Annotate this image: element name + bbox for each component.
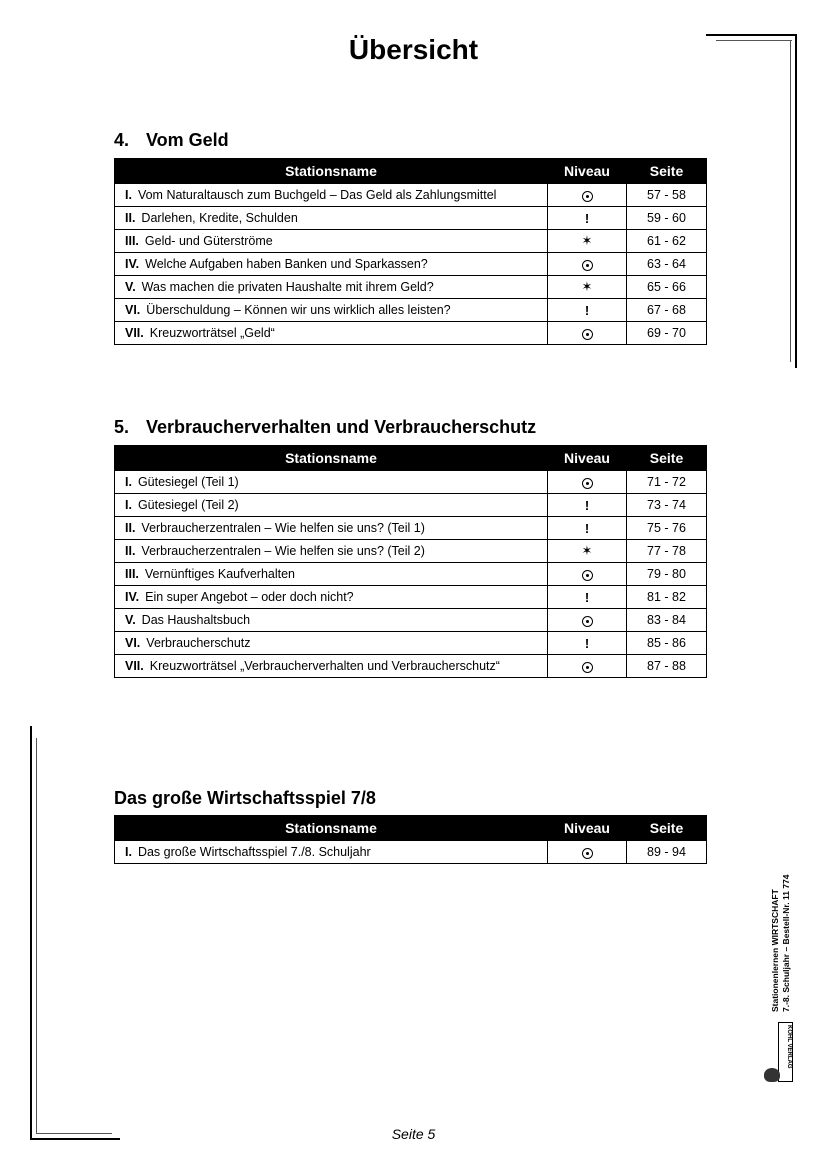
section-heading-vom-geld (114, 130, 229, 151)
target-icon (582, 478, 593, 489)
publisher-logo (764, 1020, 794, 1086)
header-niveau: Niveau (548, 816, 627, 841)
station-name: Darlehen, Kredite, Schulden (141, 211, 298, 225)
station-name-cell (115, 276, 548, 299)
station-name-cell (115, 540, 548, 563)
section-title: Verbraucherverhalten und Verbraucherschutz (146, 417, 537, 437)
station-table-verbraucher (114, 445, 707, 678)
station-name: Kreuzworträtsel „Geld“ (149, 326, 275, 340)
section-title: Das große Wirtschaftsspiel 7/8 (114, 788, 376, 808)
border-top-right-h2 (716, 40, 792, 41)
station-roman-numeral: VII. (125, 659, 144, 673)
header-seite: Seite (627, 446, 707, 471)
page-range-cell: 57 - 58 (627, 184, 707, 207)
table-row (115, 230, 707, 253)
target-icon (582, 848, 593, 859)
page-range-cell: 85 - 86 (627, 632, 707, 655)
side-line-1: Stationenlernen WIRTSCHAFT (770, 889, 780, 1012)
table-row (115, 841, 707, 864)
star-icon: ✶ (581, 279, 593, 294)
page-title: Übersicht (348, 34, 479, 65)
table-header-row (115, 159, 707, 184)
station-name: Gütesiegel (Teil 2) (137, 498, 239, 512)
station-name-cell (115, 322, 548, 345)
table-row (115, 632, 707, 655)
station-name-cell (115, 299, 548, 322)
page-footer: Seite 5 (391, 1126, 436, 1142)
header-stationsname: Stationsname (115, 446, 548, 471)
header-stationsname: Stationsname (115, 159, 548, 184)
station-name: Das große Wirtschaftsspiel 7./8. Schuljahr (137, 845, 371, 859)
niveau-cell (548, 609, 627, 632)
station-name: Geld- und Güterströme (144, 234, 273, 248)
niveau-cell (548, 471, 627, 494)
station-roman-numeral: II. (125, 211, 136, 225)
station-roman-numeral: III. (125, 234, 139, 248)
niveau-cell (548, 276, 627, 299)
section-heading-verbraucher (114, 417, 536, 438)
station-name-cell (115, 517, 548, 540)
star-icon: ✶ (581, 543, 593, 558)
exclamation-icon: ! (584, 302, 590, 318)
page-range-cell: 75 - 76 (627, 517, 707, 540)
niveau-cell (548, 632, 627, 655)
page-range-cell: 69 - 70 (627, 322, 707, 345)
section-number: 5. (114, 417, 130, 437)
page-range-cell: 81 - 82 (627, 586, 707, 609)
station-name: Kreuzworträtsel „Verbraucherverhalten und Verbraucherschutz“ (149, 659, 500, 673)
page-range-cell: 63 - 64 (627, 253, 707, 276)
tree-icon (764, 1068, 780, 1082)
exclamation-icon: ! (584, 635, 590, 651)
header-seite: Seite (627, 159, 707, 184)
page-range-cell: 83 - 84 (627, 609, 707, 632)
niveau-cell (548, 207, 627, 230)
station-name: Verbraucherzentralen – Wie helfen sie uns? (Teil 2) (141, 544, 425, 558)
station-table-vom-geld (114, 158, 707, 345)
table-row (115, 471, 707, 494)
station-roman-numeral: V. (125, 280, 136, 294)
exclamation-icon: ! (584, 589, 590, 605)
target-icon (582, 329, 593, 340)
niveau-cell (548, 517, 627, 540)
niveau-cell (548, 494, 627, 517)
table-row (115, 322, 707, 345)
station-name: Vernünftiges Kaufverhalten (144, 567, 296, 581)
station-roman-numeral: I. (125, 498, 132, 512)
border-top-right-v (795, 34, 797, 368)
niveau-cell (548, 563, 627, 586)
table-row (115, 517, 707, 540)
station-roman-numeral: I. (125, 475, 132, 489)
page-range-cell: 59 - 60 (627, 207, 707, 230)
page-range-cell: 71 - 72 (627, 471, 707, 494)
station-name-cell (115, 586, 548, 609)
border-top-right-v2 (790, 40, 791, 362)
header-stationsname: Stationsname (115, 816, 548, 841)
station-name-cell (115, 632, 548, 655)
publisher-name: KOHL VERLAG (786, 1025, 792, 1069)
border-bottom-left-v2 (36, 738, 37, 1134)
station-name: Verbraucherzentralen – Wie helfen sie uns? (Teil 1) (141, 521, 425, 535)
station-name: Ein super Angebot – oder doch nicht? (145, 590, 354, 604)
table-row (115, 184, 707, 207)
page-range-cell: 67 - 68 (627, 299, 707, 322)
target-icon (582, 570, 593, 581)
header-niveau: Niveau (548, 446, 627, 471)
station-name-cell (115, 609, 548, 632)
station-roman-numeral: IV. (125, 257, 140, 271)
niveau-cell (548, 586, 627, 609)
station-name: Das Haushaltsbuch (141, 613, 251, 627)
station-roman-numeral: VI. (125, 636, 141, 650)
page-range-cell: 77 - 78 (627, 540, 707, 563)
target-icon (582, 191, 593, 202)
station-roman-numeral: II. (125, 521, 136, 535)
page-range-cell: 65 - 66 (627, 276, 707, 299)
station-name-cell (115, 207, 548, 230)
station-roman-numeral: V. (125, 613, 136, 627)
niveau-cell (548, 655, 627, 678)
station-name-cell (115, 184, 548, 207)
station-name: Vom Naturaltausch zum Buchgeld – Das Geld als Zahlungsmittel (137, 188, 497, 202)
exclamation-icon: ! (584, 520, 590, 536)
section-title: Vom Geld (146, 130, 229, 150)
station-name-cell (115, 841, 548, 864)
station-roman-numeral: IV. (125, 590, 140, 604)
page-range-cell: 79 - 80 (627, 563, 707, 586)
star-icon: ✶ (581, 233, 593, 248)
side-line-2: 7.-8. Schuljahr – Bestell-Nr. 11 774 (781, 874, 791, 1012)
publisher-logo-box (778, 1022, 793, 1082)
station-roman-numeral: III. (125, 567, 139, 581)
station-roman-numeral: I. (125, 845, 132, 859)
niveau-cell (548, 230, 627, 253)
station-roman-numeral: VI. (125, 303, 141, 317)
table-row (115, 207, 707, 230)
section-heading-wirtschaftsspiel (114, 788, 376, 809)
table-row (115, 655, 707, 678)
niveau-cell (548, 540, 627, 563)
niveau-cell (548, 841, 627, 864)
station-name-cell (115, 563, 548, 586)
page-range-cell: 61 - 62 (627, 230, 707, 253)
station-name: Überschuldung – Können wir uns wirklich alles leisten? (146, 303, 451, 317)
target-icon (582, 616, 593, 627)
station-name: Welche Aufgaben haben Banken und Sparkassen? (145, 257, 428, 271)
target-icon (582, 260, 593, 271)
border-top-right-h (706, 34, 796, 36)
page-range-cell: 89 - 94 (627, 841, 707, 864)
station-roman-numeral: II. (125, 544, 136, 558)
page-range-cell: 87 - 88 (627, 655, 707, 678)
station-name-cell (115, 471, 548, 494)
niveau-cell (548, 322, 627, 345)
station-roman-numeral: VII. (125, 326, 144, 340)
station-name-cell (115, 230, 548, 253)
header-niveau: Niveau (548, 159, 627, 184)
niveau-cell (548, 253, 627, 276)
table-row (115, 586, 707, 609)
niveau-cell (548, 184, 627, 207)
table-row (115, 299, 707, 322)
page-range-cell: 73 - 74 (627, 494, 707, 517)
exclamation-icon: ! (584, 497, 590, 513)
section-number: 4. (114, 130, 130, 150)
table-row (115, 253, 707, 276)
station-name-cell (115, 655, 548, 678)
station-name: Was machen die privaten Haushalte mit ihrem Geld? (141, 280, 434, 294)
target-icon (582, 662, 593, 673)
table-row (115, 276, 707, 299)
table-row (115, 609, 707, 632)
station-name: Verbraucherschutz (146, 636, 251, 650)
station-table-wirtschaftsspiel (114, 815, 707, 864)
station-roman-numeral: I. (125, 188, 132, 202)
header-seite: Seite (627, 816, 707, 841)
table-row (115, 494, 707, 517)
side-publication-info (770, 875, 792, 1013)
table-header-row (115, 446, 707, 471)
exclamation-icon: ! (584, 210, 590, 226)
niveau-cell (548, 299, 627, 322)
border-bottom-left-v (30, 726, 32, 1140)
table-row (115, 563, 707, 586)
table-header-row (115, 816, 707, 841)
station-name-cell (115, 253, 548, 276)
station-name: Gütesiegel (Teil 1) (137, 475, 239, 489)
station-name-cell (115, 494, 548, 517)
table-row (115, 540, 707, 563)
